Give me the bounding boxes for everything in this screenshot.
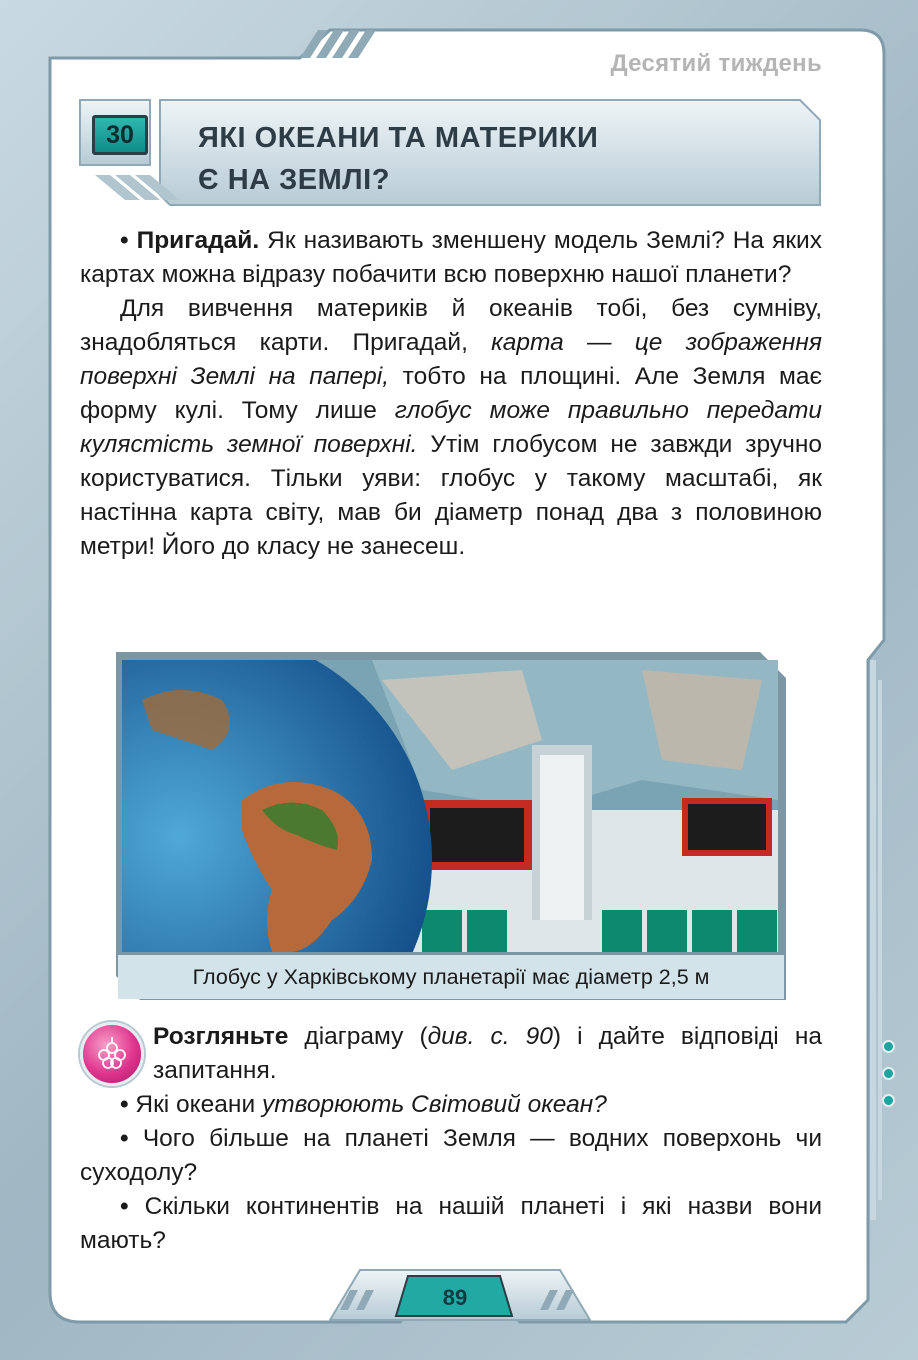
page-number: 89 xyxy=(442,1285,468,1310)
text-block xyxy=(80,224,822,564)
question-text: Чого більше на планеті Земля — водних поверхонь чи суходолу? xyxy=(80,1125,822,1186)
bullet: • xyxy=(120,1193,129,1220)
question-item xyxy=(80,1122,822,1190)
photo-caption: Глобус у Харківському планетарії має діаметр 2,5 м xyxy=(118,955,784,999)
question-text: Які океани xyxy=(128,1091,262,1118)
lesson-title-line-2: Є НА ЗЕМЛІ? xyxy=(198,164,390,196)
recall-lead: Пригадай. xyxy=(136,227,260,254)
lesson-number-badge: 30 xyxy=(92,115,148,155)
bullet: • xyxy=(120,1091,129,1118)
body-text-1: Для вивчення материків й океанів тобі, без сумніву, знадобляться карти. Пригадай, xyxy=(80,295,822,356)
body-text-3: Утім глобусом не завжди зручно користуватися. Тільки уяви: глобус у такому масштабі, як настінна карта світу, мав би діаметр понад два з половиною метри! Його до класу не занесеш. xyxy=(80,431,822,560)
recall-text: Як називають зменшену модель Землі? На яких картах можна відразу побачити всю поверхню нашої планети? xyxy=(80,227,822,288)
question-italic: утворюють Світовий океан? xyxy=(261,1091,607,1118)
photo-illustration xyxy=(122,660,778,952)
berries-icon xyxy=(80,1022,144,1086)
task-text-2: ) і дайте відповіді на запитання. xyxy=(153,1023,822,1084)
task-lead: Розгляньте xyxy=(153,1023,289,1050)
lesson-title xyxy=(198,117,798,201)
body-text-2: тобто на площині. Але Земля має форму кулі. Тому лише xyxy=(80,363,822,424)
lesson-title-line-1: ЯКІ ОКЕАНИ ТА МАТЕРИКИ xyxy=(198,122,599,154)
body-italic-1: карта — це зображення поверхні Землі на папері, xyxy=(80,329,822,390)
page-reference: див. с. 90 xyxy=(427,1023,553,1050)
dot xyxy=(882,1040,895,1053)
question-item xyxy=(80,1190,822,1258)
planetarium-globe-photo xyxy=(122,660,778,952)
dots-icon xyxy=(882,1040,895,1121)
question-item xyxy=(80,1088,822,1122)
week-label: Десятий тиждень xyxy=(610,50,822,77)
body-paragraph xyxy=(80,292,822,564)
bullet: • xyxy=(120,1125,129,1152)
recall-paragraph xyxy=(80,224,822,292)
task-text-1: діаграму ( xyxy=(288,1023,428,1050)
bullet: • xyxy=(120,227,129,254)
dot xyxy=(882,1067,895,1080)
dot xyxy=(882,1094,895,1107)
question-text: Скільки континентів на нашій планеті і які назви вони мають? xyxy=(80,1193,822,1254)
body-italic-2: глобус може правильно передати кулястість земної поверхні. xyxy=(80,397,822,458)
questions-list xyxy=(80,1088,822,1258)
task-instruction xyxy=(153,1020,822,1088)
berries-icon-glyph xyxy=(92,1034,132,1074)
